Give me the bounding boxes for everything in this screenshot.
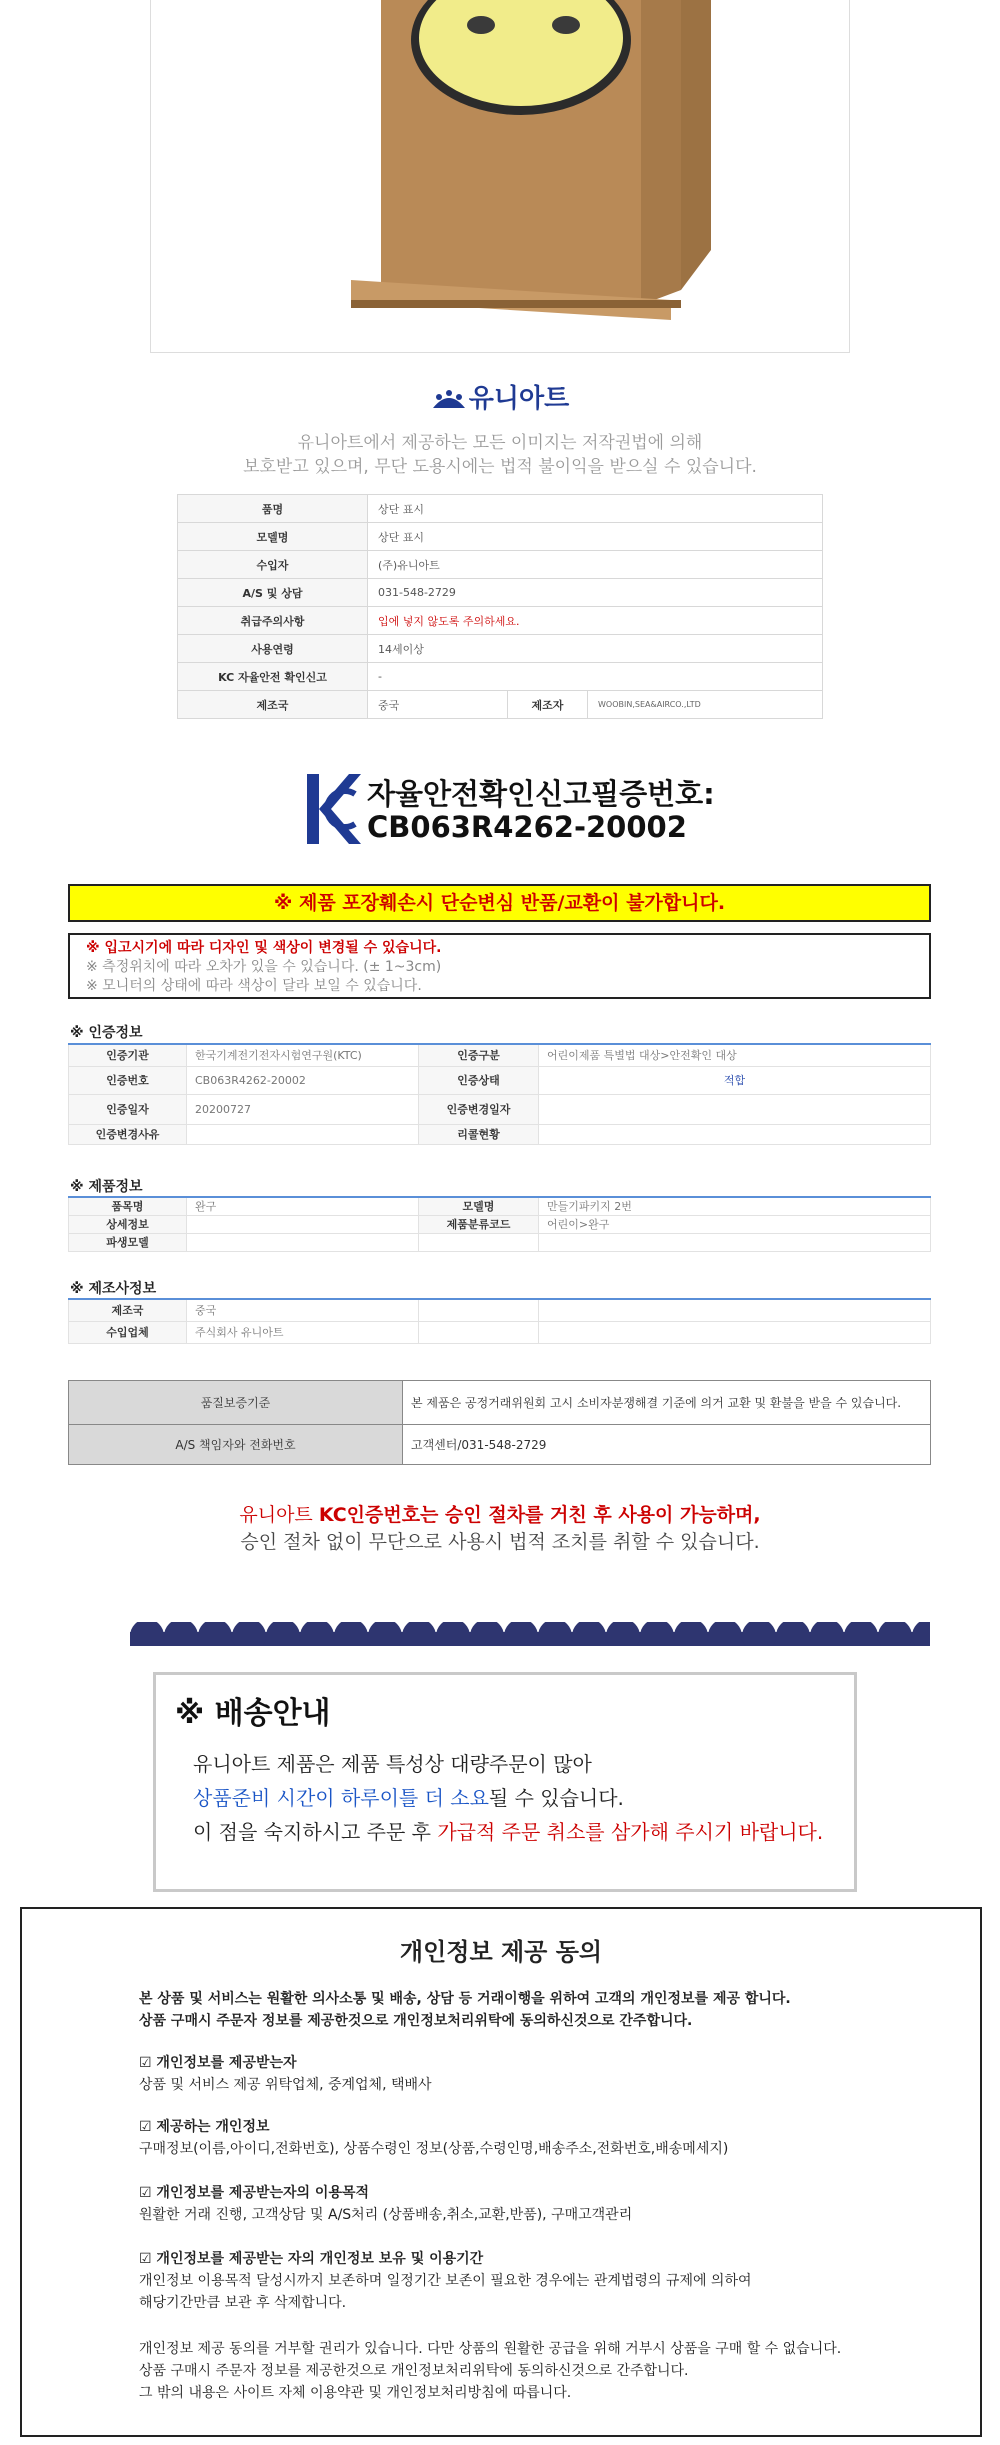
cell-label: 제조국	[69, 1299, 187, 1321]
table-row	[69, 1425, 931, 1465]
table-row	[69, 1299, 931, 1321]
spec-label: 모델명	[178, 523, 368, 551]
cert-section-title: ※ 인증정보	[70, 1025, 143, 1041]
cell-label: 수입업체	[69, 1321, 187, 1343]
table-row	[69, 1066, 931, 1094]
table-row	[178, 495, 823, 523]
kc-mark-icon	[305, 772, 363, 846]
privacy-outro-1: 개인정보 제공 동의를 거부할 권리가 있습니다. 다만 상품의 원활한 공급을 위해 거부시 상품을 구매 할 수 없습니다.	[139, 2341, 842, 2357]
shipping-text: 이 점을 숙지하시고 주문 후	[193, 1820, 438, 1844]
privacy-section-4-body-1: 개인정보 이용목적 달성시까지 보존하며 일정기간 보존이 필요한 경우에는 관계법령의 규제에 의하여	[139, 2273, 752, 2289]
wave-bump	[164, 1622, 198, 1646]
shipping-warning: 가급적 주문 취소를 삼가해 주시기 바랍니다.	[437, 1820, 824, 1844]
wave-bump	[436, 1622, 470, 1646]
cell-value: 적합	[539, 1066, 931, 1094]
notice-line: ※ 모니터의 상태에 따라 색상이 달라 보일 수 있습니다.	[86, 978, 422, 994]
wave-bump	[402, 1622, 436, 1646]
cell-value: CB063R4262-20002	[187, 1066, 419, 1094]
spec-value: 중국	[368, 691, 508, 719]
spec-value: 입에 넣지 않도록 주의하세요.	[368, 607, 823, 635]
wave-bump	[368, 1622, 402, 1646]
privacy-section-1-title: ☑ 개인정보를 제공받는자	[139, 2055, 297, 2071]
cell-label: 인증구분	[419, 1044, 539, 1066]
spec-label: 제조국	[178, 691, 368, 719]
product-table	[68, 1196, 931, 1252]
quality-table	[68, 1380, 931, 1465]
cell-label: A/S 책임자와 전화번호	[69, 1425, 403, 1465]
kc-notice-text: KC인증번호는 승인 절차를 거친 후 사용이 가능하며,	[318, 1504, 761, 1526]
wave-bump	[334, 1622, 368, 1646]
notice-line: ※ 측정위치에 따라 오차가 있을 수 있습니다. (± 1~3cm)	[86, 959, 442, 975]
wave-bump	[300, 1622, 334, 1646]
cell-label: 인증기관	[69, 1044, 187, 1066]
logo-text: 유니아트	[468, 384, 570, 414]
table-row	[178, 691, 823, 719]
wave-bump	[810, 1622, 844, 1646]
spec-label: 사용연령	[178, 635, 368, 663]
table-row	[69, 1094, 931, 1124]
no-return-banner: ※ 제품 포장훼손시 단순변심 반품/교환이 불가합니다.	[68, 884, 931, 922]
cell-value: 주식회사 유니아트	[187, 1321, 419, 1343]
spec-value: 상단 표시	[368, 495, 823, 523]
wave-bump	[232, 1622, 266, 1646]
notice-line: ※ 입고시기에 따라 디자인 및 색상이 변경될 수 있습니다.	[86, 940, 442, 956]
wave-bump	[130, 1622, 164, 1646]
spec-value: (주)유니아트	[368, 551, 823, 579]
table-row	[69, 1233, 931, 1251]
cell-value: 20200727	[187, 1094, 419, 1124]
spec-label: 제조자	[508, 691, 588, 719]
wave-bump	[640, 1622, 674, 1646]
table-row	[69, 1124, 931, 1144]
privacy-outro-2: 상품 구매시 주문자 정보를 제공한것으로 개인정보처리위탁에 동의하신것으로 간주합니다.	[139, 2363, 689, 2379]
cell-label: 인증변경사유	[69, 1124, 187, 1144]
maker-section-title: ※ 제조사정보	[70, 1281, 157, 1297]
table-row	[69, 1215, 931, 1233]
cell-value: 어린이제품 특별법 대상>안전확인 대상	[539, 1044, 931, 1066]
cell-label: 인증변경일자	[419, 1094, 539, 1124]
cell-value: 고객센터/031-548-2729	[403, 1425, 931, 1465]
spec-table	[177, 494, 823, 719]
empty-cell	[419, 1321, 539, 1343]
privacy-section-3-body: 원활한 거래 진행, 고객상담 및 A/S처리 (상품배송,취소,교환,반품), 구매고객관리	[139, 2207, 633, 2223]
table-row	[178, 607, 823, 635]
shipping-title: ※ 배송안내	[175, 1696, 331, 1731]
privacy-section-4-title: ☑ 개인정보를 제공받는 자의 개인정보 보유 및 이용기간	[139, 2251, 484, 2267]
cell-value: 중국	[187, 1299, 419, 1321]
cell-label: 인증번호	[69, 1066, 187, 1094]
shipping-text: 될 수 있습니다.	[488, 1786, 624, 1810]
cell-label: 품질보증기준	[69, 1381, 403, 1425]
table-row	[69, 1321, 931, 1343]
wave-bump	[504, 1622, 538, 1646]
spec-label: 취급주의사항	[178, 607, 368, 635]
cell-value	[187, 1215, 419, 1233]
cell-label: 상세정보	[69, 1215, 187, 1233]
cell-label: 리콜현황	[419, 1124, 539, 1144]
table-row	[178, 635, 823, 663]
wave-divider	[130, 1622, 930, 1646]
spec-label: 수입자	[178, 551, 368, 579]
kc-notice-line-2: 승인 절차 없이 무단으로 사용시 법적 조치를 취할 수 있습니다.	[240, 1531, 760, 1553]
cell-value: 만들기파키지 2번	[539, 1197, 931, 1215]
cell-label: 제품분류코드	[419, 1215, 539, 1233]
wave-bump	[742, 1622, 776, 1646]
cell-value: 어린이>완구	[539, 1215, 931, 1233]
cell-label: 품목명	[69, 1197, 187, 1215]
table-row	[178, 579, 823, 607]
privacy-intro-1: 본 상품 및 서비스는 원활한 의사소통 및 배송, 상담 등 거래이행을 위하여 고객의 개인정보를 제공 합니다.	[139, 1991, 791, 2007]
wave-bump	[708, 1622, 742, 1646]
privacy-outro-3: 그 밖의 내용은 사이트 자체 이용약관 및 개인정보처리방침에 따릅니다.	[139, 2385, 572, 2401]
privacy-section-2-title: ☑ 제공하는 개인정보	[139, 2119, 270, 2135]
table-row	[178, 551, 823, 579]
spec-value: -	[368, 663, 823, 691]
table-row	[69, 1381, 931, 1425]
cell-value: 본 제품은 공정거래위원회 고시 소비자분쟁해결 기준에 의거 교환 및 환불을 받을 수 있습니다.	[403, 1381, 931, 1425]
kc-notice-line-1	[0, 1500, 1000, 1527]
product-photo	[150, 0, 850, 353]
privacy-section-1-body: 상품 및 서비스 제공 위탁업체, 중계업체, 택배사	[139, 2077, 432, 2093]
shipping-line-2	[193, 1782, 624, 1811]
empty-cell	[539, 1299, 931, 1321]
cell-value: 한국기계전기전자시험연구원(KTC)	[187, 1044, 419, 1066]
wave-bump	[878, 1622, 912, 1646]
product-section-title: ※ 제품정보	[70, 1179, 143, 1195]
kc-cert-label: 자율안전확인신고필증번호:	[367, 777, 715, 811]
cardboard-box-illustration	[151, 0, 850, 353]
empty-cell	[539, 1233, 931, 1251]
cell-label: 인증상태	[419, 1066, 539, 1094]
cell-label: 인증일자	[69, 1094, 187, 1124]
cell-value	[187, 1124, 419, 1144]
logo-crown-icon	[431, 388, 467, 412]
cell-label: 파생모델	[69, 1233, 187, 1251]
notice-box	[68, 933, 931, 999]
wave-bump	[198, 1622, 232, 1646]
table-row	[69, 1197, 931, 1215]
empty-cell	[539, 1321, 931, 1343]
cell-value	[539, 1094, 931, 1124]
uniart-logo	[0, 378, 1000, 415]
wave-bump	[572, 1622, 606, 1646]
shipping-highlight: 상품준비 시간이 하루이틀 더 소요	[193, 1786, 489, 1810]
privacy-section-4-body-2: 해당기간만큼 보관 후 삭제합니다.	[139, 2295, 347, 2311]
privacy-intro-2: 상품 구매시 주문자 정보를 제공한것으로 개인정보처리위탁에 동의하신것으로 간주합니다.	[139, 2013, 693, 2029]
shipping-line-3	[193, 1816, 823, 1845]
cell-value: 완구	[187, 1197, 419, 1215]
maker-table	[68, 1298, 931, 1344]
empty-cell	[419, 1299, 539, 1321]
cell-label: 모델명	[419, 1197, 539, 1215]
cell-value	[539, 1124, 931, 1144]
wave-bump	[538, 1622, 572, 1646]
privacy-section-2-body: 구매정보(이름,아이디,전화번호), 상품수령인 정보(상품,수령인명,배송주소,전화번호,배송메세지)	[139, 2141, 729, 2157]
spec-value: 14세이상	[368, 635, 823, 663]
copyright-line-2: 보호받고 있으며, 무단 도용시에는 법적 불이익을 받으실 수 있습니다.	[243, 457, 757, 477]
wave-bump	[776, 1622, 810, 1646]
spec-value: 상단 표시	[368, 523, 823, 551]
privacy-section-3-title: ☑ 개인정보를 제공받는자의 이용목적	[139, 2185, 370, 2201]
table-row	[178, 663, 823, 691]
spec-label: A/S 및 상담	[178, 579, 368, 607]
empty-cell	[419, 1233, 539, 1251]
spec-value: WOOBIN,SEA&AIRCO.,LTD	[588, 691, 823, 719]
wave-bump	[606, 1622, 640, 1646]
cell-value	[187, 1233, 419, 1251]
wave-bump	[912, 1622, 930, 1646]
privacy-title: 개인정보 제공 동의	[399, 1938, 603, 1966]
cert-table	[68, 1043, 931, 1145]
spec-label: KC 자율안전 확인신고	[178, 663, 368, 691]
table-row	[69, 1044, 931, 1066]
wave-bump	[844, 1622, 878, 1646]
wave-bump	[470, 1622, 504, 1646]
shipping-line-1: 유니아트 제품은 제품 특성상 대량주문이 많아	[193, 1752, 592, 1776]
kc-notice-brand: 유니아트	[239, 1504, 319, 1526]
copyright-line-1: 유니아트에서 제공하는 모든 이미지는 저작권법에 의해	[297, 433, 703, 453]
wave-bump	[266, 1622, 300, 1646]
kc-cert-number: CB063R4262-20002	[367, 810, 687, 844]
table-row	[178, 523, 823, 551]
wave-bump	[674, 1622, 708, 1646]
spec-value: 031-548-2729	[368, 579, 823, 607]
spec-label: 품명	[178, 495, 368, 523]
